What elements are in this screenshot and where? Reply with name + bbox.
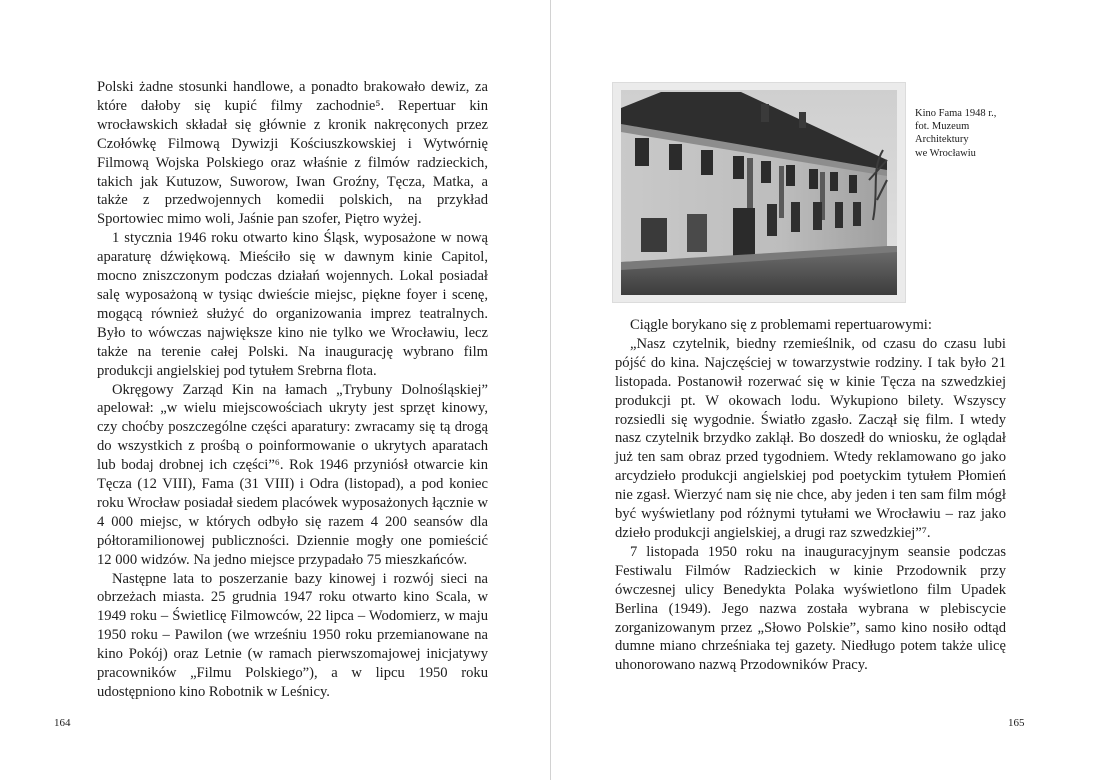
building-photo-image [621, 90, 897, 295]
caption-line: we Wrocławiu [915, 147, 976, 159]
caption-line: fot. Muzeum [915, 121, 970, 133]
right-page [551, 0, 1100, 780]
right-page-text [615, 316, 1006, 675]
left-page-text [97, 78, 488, 702]
paragraph: Ciągle borykano się z problemami repertuarowymi: [630, 317, 932, 333]
paragraph: 7 listopada 1950 roku na inauguracyjnym seansie podczas Festiwalu Filmów Radzieckich w kinie Przodownik przy ówczesnej ulicy Benedykta Polaka wyświetlono film Upadek Berlina (1949). Jego nazwa została wybrana w plebiscycie zorganizowanym przez „Słowo Polskie”, samo kino nosiło odtąd dumne miano chrześniaka tej gazety. Niedługo potem także ulicę uhonorowano nazwą Przodowników Pracy. [615, 543, 1006, 674]
quote-paragraph: „Nasz czytelnik, biedny rzemieślnik, od czasu do czasu lubi pójść do kina. Najczęściej w towarzystwie rodziny. I tak było 21 listopada. Postanowił rozerwać się w kinie Tęcza na szwedzkiej produkcji pt. W okowach lodu. Wykupiono bilety. Wszyscy rozsiedli się wygodnie. Światło zgasło. Zaczął się film. I wtedy nasz czytelnik brzydko zaklął. Bo doszedł do wniosku, że oglądał już ten sam obraz przed tygodniem. Wtedy reklamowano go jako arcydzieło produkcji angielskiej pod poetyckim tytułem Płomień nie zgasł. Wierzyć nam się nie chce, aby jeden i ten sam film mógł być wyświetlany pod różnymi tytułami we Wrocławiu – raz jako dzieło produkcji angielskiej, a drugi raz szwedzkiej”⁷. [615, 335, 1006, 541]
paragraph: Okręgowy Zarząd Kin na łamach „Trybuny Dolnośląskiej” apelował: „w wielu miejscowościach ukryty jest sprzęt kinowy, czy choćby poszczególne części aparatury: zwracamy się tą drogą do wszystkich z prośbą o poinformowanie o ukrytych aparatach lub bodaj drobnej ich części”⁶. Rok 1946 przyniósł otwarcie kin Tęcza (12 VIII), Fama (31 VIII) i Odra (listopad), a pod koniec roku Wrocław posiadał siedem placówek wyposażonych łącznie w 4 000 miejsc, w których odbyło się razem 4 200 seansów dla półtoramilionowej publiczności. Dziennie mogły one pomieścić 12 000 widzów. Na jedno miejsce przypadało 75 mieszkańców. [97, 381, 488, 568]
cinema-photo [613, 83, 905, 302]
caption-line: Architektury [915, 134, 969, 146]
page-number-right: 165 [1008, 717, 1025, 729]
paragraph: Polski żadne stosunki handlowe, a ponadto brakowało dewiz, za które dałoby się kupić filmy zachodnie⁵. Repertuar kin wrocławskich składał się głównie z kronik nakręconych przez Czołówkę Filmową Dywizji Kościuszkowskiej i Wytwórnię Filmową Wojska Polskiego oraz właśnie z filmów radzieckich, takich jak Kutuzow, Suworow, Iwan Groźny, Tęcza, Matka, a także z przedwojennych komedii polskich, na przykład Sportowiec mimo woli, Jaśnie pan szofer, Piętro wyżej. [97, 79, 488, 228]
page-number-left: 164 [54, 717, 71, 729]
photo-caption [915, 107, 1025, 160]
caption-line: Kino Fama 1948 r., [915, 108, 997, 119]
paragraph: Następne lata to poszerzanie bazy kinowej i rozwój sieci na obrzeżach miasta. 25 grudnia 1947 roku otwarto kino Scala, w 1949 roku – Świetlicę Filmowców, 22 lipca – Wodomierz, w maju 1950 roku – Pawilon (we wrześniu 1950 roku przemianowane na kino Pokój) oraz Letnie (w ramach pierwszomajowej inicjatywy pracowników „Filmu Polskiego”), a w lipcu 1950 roku udostępniono kino Robotnik w Leśnicy. [97, 570, 488, 700]
paragraph: 1 stycznia 1946 roku otwarto kino Śląsk, wyposażone w nową aparaturę dźwiękową. Mieściło się w dawnym kinie Capitol, mocno zniszczonym podczas działań wojennych. Lokal posiadał salę wyposażoną w tysiąc dwieście miejsc, piękne foyer i scenę, mogącą również służyć do organizowania imprez teatralnych. Było to wówczas największe kino nie tylko we Wrocławiu, lecz także na terenie całej Polski. Na inaugurację wybrano film produkcji angielskiej pod tytułem Srebrna flota. [97, 230, 488, 379]
